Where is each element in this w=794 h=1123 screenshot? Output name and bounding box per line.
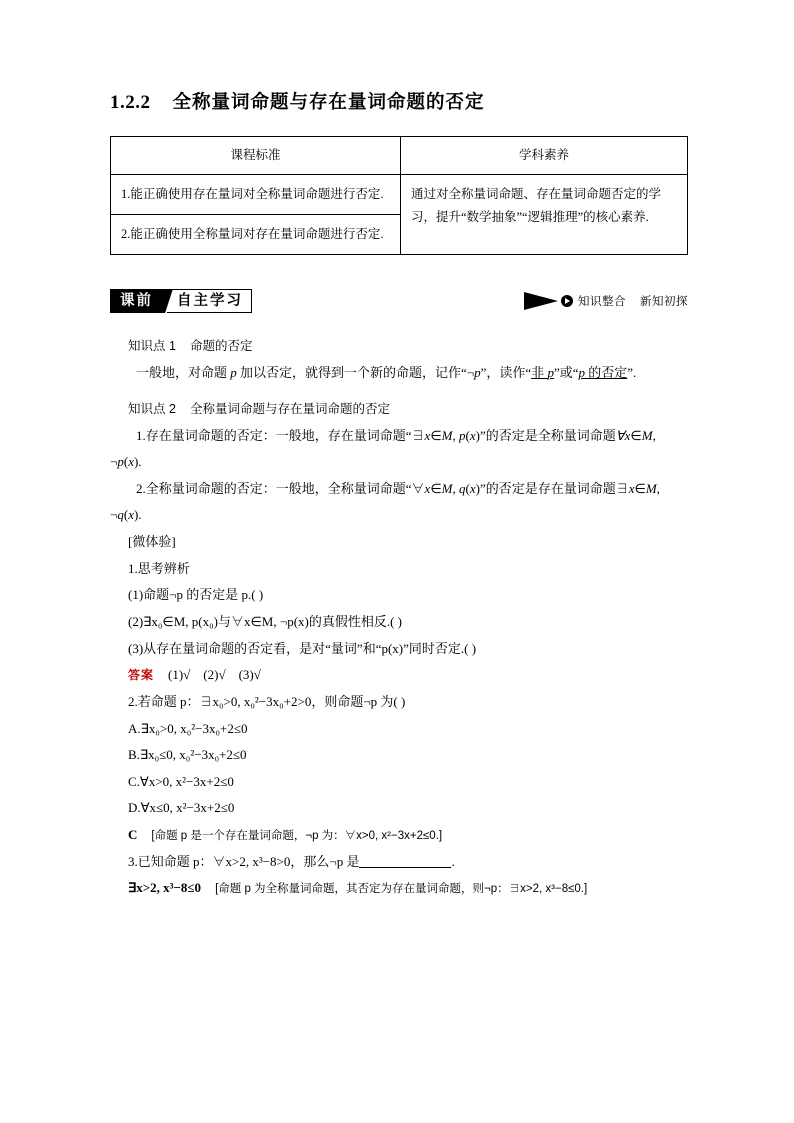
page-title	[110, 88, 688, 114]
knowledge-point-1-title: 命题的否定	[189, 339, 253, 354]
knowledge-point-2-title: 全称量词命题与存在量词命题的否定	[189, 402, 390, 417]
banner-underline	[110, 314, 688, 315]
table-header-cell-literacy: 学科素养	[400, 137, 687, 175]
answer-value-2: C	[128, 827, 138, 843]
banner-tag-new: 新知初探	[640, 296, 688, 309]
answer-row-3	[110, 875, 688, 902]
judgment-item-2: (2)∃x₀∈M, p(x₀)与∀x∈M, ¬p(x)的真假性相反.( )	[128, 614, 403, 629]
item-3-question: 3.已知命题 p：∀x>2, x³−8>0，那么¬p 是	[128, 853, 360, 869]
option-c: C.∀x>0, x²−3x+2≤0	[128, 773, 234, 789]
option-a: A.∃x₀>0, x₀²−3x₀+2≤0	[128, 720, 248, 736]
option-d: D.∀x≤0, x²−3x+2≤0	[128, 800, 235, 816]
standard-item-1: 1.能正确使用存在量词对全称量词命题进行否定.	[111, 175, 401, 215]
banner-white-label: 自主学习	[167, 289, 252, 313]
judgment-item-3: (3)从存在量词命题的否定看，是对“量词”和“p(x)”同时否定.( )	[128, 640, 477, 656]
page-content	[110, 88, 688, 902]
answer-label: 答案	[128, 668, 155, 683]
knowledge-point-1-label: 知识点 1	[128, 339, 176, 354]
title-text: 全称量词命题与存在量词命题的否定	[172, 91, 485, 112]
experience-item-1-title: 1.思考辨析	[128, 560, 190, 576]
knowledge-point-2-text-2: 2.全称量词命题的否定：一般地，全称量词命题“∀x∈M, q(x)”的否定是存在量词命题∃x∈M, ¬q(x).	[110, 480, 660, 523]
knowledge-point-1-heading	[110, 333, 688, 359]
answer-explanation-2: [命题 p 是一个存在量词命题，¬p 为：∀x>0, x²−3x+2≤0.]	[151, 830, 443, 843]
answer-row-1	[110, 662, 688, 689]
answer-value-1: (1)√ (2)√ (3)√	[168, 667, 261, 683]
judgment-item-1: (1)命题¬p 的否定是 p.( )	[128, 587, 264, 603]
knowledge-point-2-heading	[110, 396, 688, 422]
table-row	[111, 175, 688, 215]
section-banner	[110, 289, 688, 317]
experience-item-3-title	[110, 849, 688, 876]
option-b: B.∃x₀≤0, x₀²−3x₀+2≤0	[128, 747, 247, 763]
table-header-cell-course-standard: 课程标准	[111, 137, 401, 175]
banner-left-group	[110, 289, 252, 313]
banner-tag-knowledge: 知识整合	[578, 296, 626, 309]
literacy-cell: 通过对全称量词命题、存在量词命题否定的学习，提升“数学抽象”“逻辑推理”的核心素养.	[400, 175, 687, 255]
experience-heading: [微体验]	[128, 534, 176, 550]
knowledge-point-1-text: 一般地，对命题 p 加以否定，就得到一个新的命题，记作“¬p”，读作“非 p”或“p 的否定”.	[136, 364, 637, 380]
banner-right-group	[524, 292, 688, 310]
item-3-suffix: .	[451, 853, 455, 869]
play-circle-icon	[561, 295, 573, 307]
lesson-body	[110, 333, 688, 902]
standard-item-2: 2.能正确使用全称量词对存在量词命题进行否定.	[111, 215, 401, 255]
experience-item-2-title: 2.若命题 p：∃x₀>0, x₀²−3x₀+2>0，则命题¬p 为( )	[128, 693, 406, 709]
title-number: 1.2.2	[110, 92, 151, 113]
arrow-tail-icon	[524, 292, 558, 310]
answer-explanation-3: [命题 p 为全称量词命题，其否定为存在量词命题，则¬p：∃x>2, x³−8≤0.]	[215, 883, 588, 896]
knowledge-point-2-label: 知识点 2	[128, 402, 176, 417]
knowledge-point-2-text-1: 1.存在量词命题的否定：一般地，存在量词命题“∃x∈M, p(x)”的否定是全称量词命题∀x∈M, ¬p(x).	[110, 427, 656, 470]
answer-value-3: ∃x>2, x³−8≤0	[128, 880, 202, 896]
banner-black-label: 课前	[110, 289, 162, 313]
answer-blank	[359, 854, 451, 868]
answer-row-2	[110, 822, 688, 849]
standards-table	[110, 136, 688, 255]
table-header-row	[111, 137, 688, 175]
